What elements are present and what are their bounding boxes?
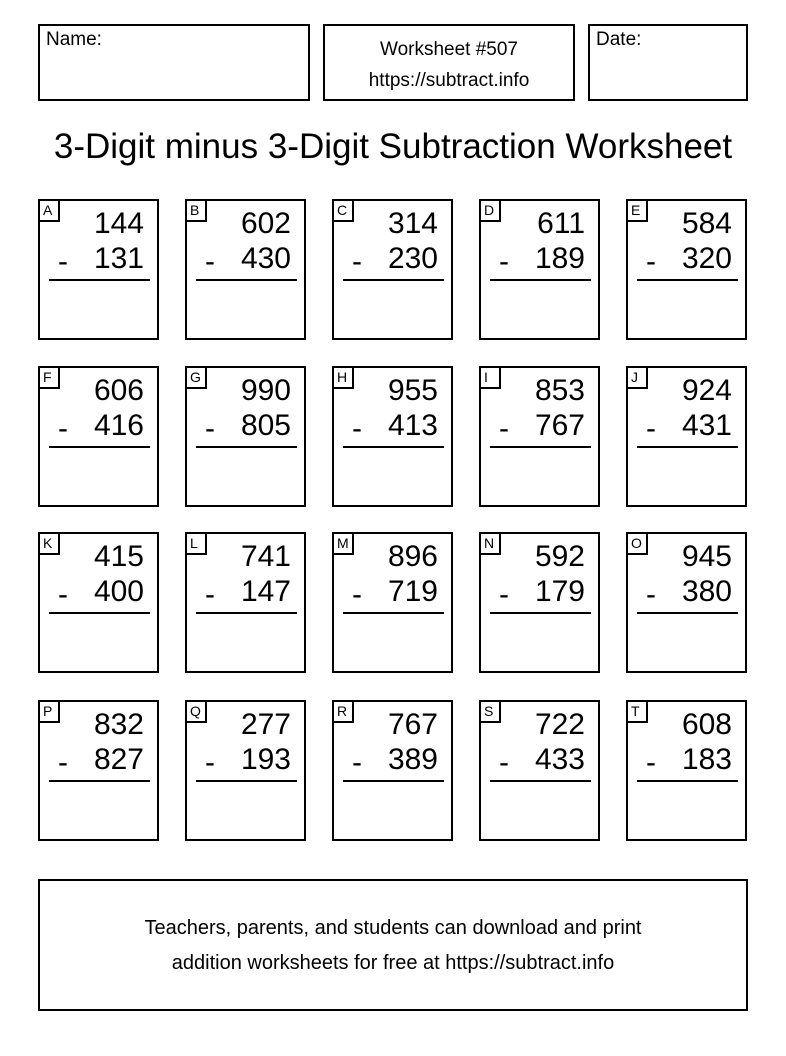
minus-sign: - (205, 412, 215, 445)
minuend: 767 (387, 708, 438, 741)
subtrahend: 389 (387, 743, 438, 776)
problem-card[interactable] (626, 532, 747, 673)
minuend: 832 (93, 708, 144, 741)
problem-card[interactable] (185, 532, 306, 673)
footer-line-2: addition worksheets for free at https://subtract.info (171, 952, 615, 974)
answer-line (49, 780, 150, 782)
subtrahend: 805 (240, 409, 291, 442)
minus-sign: - (352, 245, 362, 278)
footer-line-1: Teachers, parents, and students can download and print (144, 917, 642, 939)
problem-label: P (38, 700, 60, 723)
minuend: 896 (387, 540, 438, 573)
answer-line (343, 780, 444, 782)
minus-sign: - (499, 578, 509, 611)
problem-label: A (38, 199, 60, 222)
minus-sign: - (58, 746, 68, 779)
minus-sign: - (205, 245, 215, 278)
problem-card[interactable] (626, 199, 747, 340)
problem-label: Q (185, 700, 207, 723)
minus-sign: - (499, 245, 509, 278)
answer-line (637, 279, 738, 281)
answer-line (49, 612, 150, 614)
problem-card[interactable] (332, 366, 453, 507)
answer-line (196, 612, 297, 614)
problem-card[interactable] (479, 199, 600, 340)
problem-label: J (626, 366, 648, 389)
minuend: 606 (93, 374, 144, 407)
minus-sign: - (499, 412, 509, 445)
subtrahend: 416 (93, 409, 144, 442)
worksheet-url: https://subtract.info (368, 70, 530, 91)
page-title: 3-Digit minus 3-Digit Subtraction Worksheet (53, 127, 733, 166)
answer-line (49, 446, 150, 448)
subtrahend: 719 (387, 575, 438, 608)
problem-card[interactable] (626, 700, 747, 841)
minus-sign: - (646, 412, 656, 445)
minuend: 722 (534, 708, 585, 741)
problem-label: B (185, 199, 207, 222)
problem-label: H (332, 366, 354, 389)
problem-label: E (626, 199, 648, 222)
subtrahend: 827 (93, 743, 144, 776)
problem-label: O (626, 532, 648, 555)
answer-line (637, 446, 738, 448)
minus-sign: - (646, 245, 656, 278)
subtrahend: 430 (240, 242, 291, 275)
subtrahend: 433 (534, 743, 585, 776)
minuend: 277 (240, 708, 291, 741)
worksheet-info (323, 24, 575, 101)
minuend: 741 (240, 540, 291, 573)
problem-card[interactable] (38, 199, 159, 340)
answer-line (196, 279, 297, 281)
problem-label: N (479, 532, 501, 555)
problem-card[interactable] (626, 366, 747, 507)
minuend: 144 (93, 207, 144, 240)
minus-sign: - (646, 746, 656, 779)
answer-line (637, 780, 738, 782)
answer-line (196, 446, 297, 448)
problem-card[interactable] (38, 700, 159, 841)
problem-card[interactable] (479, 366, 600, 507)
subtrahend: 767 (534, 409, 585, 442)
answer-line (637, 612, 738, 614)
subtrahend: 400 (93, 575, 144, 608)
answer-line (49, 279, 150, 281)
problem-card[interactable] (479, 532, 600, 673)
subtrahend: 189 (534, 242, 585, 275)
problem-label: L (185, 532, 207, 555)
problem-label: C (332, 199, 354, 222)
answer-line (490, 612, 591, 614)
problem-label: I (479, 366, 501, 389)
answer-line (490, 780, 591, 782)
problem-card[interactable] (38, 366, 159, 507)
date-label: Date: (596, 29, 642, 50)
minus-sign: - (352, 412, 362, 445)
problem-card[interactable] (185, 366, 306, 507)
problem-label: T (626, 700, 648, 723)
answer-line (490, 446, 591, 448)
name-label: Name: (46, 29, 102, 50)
answer-line (343, 279, 444, 281)
subtrahend: 413 (387, 409, 438, 442)
worksheet-number: Worksheet #507 (379, 39, 518, 60)
answer-line (490, 279, 591, 281)
subtrahend: 431 (681, 409, 732, 442)
name-field[interactable] (38, 24, 310, 101)
subtrahend: 183 (681, 743, 732, 776)
subtrahend: 147 (240, 575, 291, 608)
minus-sign: - (352, 578, 362, 611)
problem-card[interactable] (38, 532, 159, 673)
problem-card[interactable] (479, 700, 600, 841)
minuend: 584 (681, 207, 732, 240)
problem-card[interactable] (332, 532, 453, 673)
problem-label: R (332, 700, 354, 723)
minus-sign: - (205, 578, 215, 611)
answer-line (343, 612, 444, 614)
subtrahend: 230 (387, 242, 438, 275)
problem-label: S (479, 700, 501, 723)
minus-sign: - (646, 578, 656, 611)
subtrahend: 320 (681, 242, 732, 275)
minuend: 611 (537, 207, 585, 240)
answer-line (196, 780, 297, 782)
minus-sign: - (499, 746, 509, 779)
minuend: 945 (681, 540, 732, 573)
minus-sign: - (58, 412, 68, 445)
minuend: 924 (681, 374, 732, 407)
minuend: 314 (387, 207, 438, 240)
minuend: 608 (681, 708, 732, 741)
minuend: 592 (534, 540, 585, 573)
minus-sign: - (205, 746, 215, 779)
subtrahend: 131 (93, 242, 144, 275)
minus-sign: - (352, 746, 362, 779)
problem-card[interactable] (332, 199, 453, 340)
minus-sign: - (58, 578, 68, 611)
date-field[interactable] (588, 24, 748, 101)
minuend: 853 (534, 374, 585, 407)
problem-card[interactable] (185, 199, 306, 340)
minuend: 602 (240, 207, 291, 240)
answer-line (343, 446, 444, 448)
problem-label: M (332, 532, 354, 555)
minuend: 955 (387, 374, 438, 407)
footer-note (38, 879, 748, 1011)
problem-label: K (38, 532, 60, 555)
subtrahend: 380 (681, 575, 732, 608)
minus-sign: - (58, 245, 68, 278)
subtrahend: 179 (534, 575, 585, 608)
problem-card[interactable] (185, 700, 306, 841)
subtrahend: 193 (240, 743, 291, 776)
problem-label: G (185, 366, 207, 389)
problem-label: F (38, 366, 60, 389)
minuend: 415 (93, 540, 144, 573)
minuend: 990 (240, 374, 291, 407)
problem-label: D (479, 199, 501, 222)
problem-card[interactable] (332, 700, 453, 841)
